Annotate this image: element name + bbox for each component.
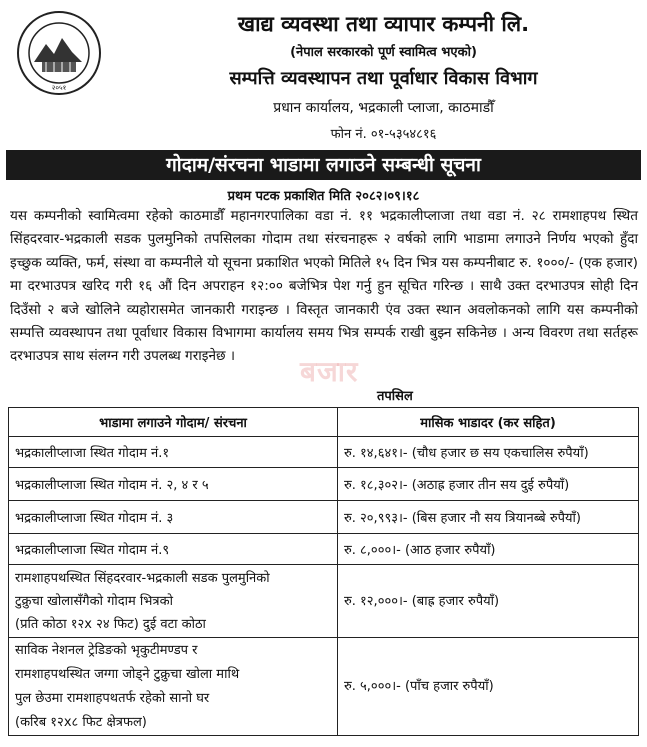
- cell-item-line: रामशाहपथस्थित सिंहदरवार-भद्रकाली सडक पुलमुनिको: [15, 570, 270, 586]
- cell-item-line: (प्रति कोठा १२x २४ फिट) दुई वटा कोठा: [15, 616, 206, 632]
- cell-rate: रु. १२,०००।- (बाह्र हजार रुपैयाँ): [338, 565, 639, 638]
- header: [0, 0, 647, 152]
- watermark: बजार: [300, 355, 359, 388]
- cell-item: [9, 638, 338, 736]
- cell-item: भद्रकालीप्लाजा स्थित गोदाम नं.१: [9, 437, 338, 468]
- cell-rate: रु. १४,६४१।- (चौध हजार छ सय एकचालिस रुपैयाँ): [338, 437, 639, 468]
- cell-item-line: रामशाहपथस्थित जग्गा जोड्ने टुक्रुचा खोला माथि: [15, 666, 240, 682]
- cell-rate: रु. १८,३०२।- (अठाह्र हजार तीन सय दुई रुपैयाँ): [338, 468, 639, 501]
- ownership-note: (नेपाल सरकारको पूर्ण स्वामित्व भएको): [290, 45, 477, 60]
- cell-rate: रु. २०,९९३।- (बिस हजार नौ सय त्रियानब्बे रुपैयाँ): [338, 501, 639, 534]
- schedule-label: तपसिल: [377, 389, 413, 404]
- column-header-item: भाडामा लगाउने गोदाम/ संरचना: [9, 408, 338, 437]
- cell-rate: रु. ५,०००।- (पाँच हजार रुपैयाँ): [338, 638, 639, 736]
- table-header-row: [9, 408, 639, 437]
- published-date: प्रथम पटक प्रकाशित मिति २०८२।०९।१८: [227, 189, 420, 204]
- table-row: [9, 534, 639, 565]
- cell-item-line: टुक्रुचा खोलासँगैको गोदाम भित्रको: [15, 593, 173, 609]
- table-row: [9, 501, 639, 534]
- cell-rate: रु. ८,०००।- (आठ हजार रुपैयाँ): [338, 534, 639, 565]
- notice-body: यस कम्पनीको स्वामित्वमा रहेको काठमाडौँ महानगरपालिका वडा नं. ११ भद्रकालीप्लाजा तथा वडा नं. २८ रामशाहपथ स्थित सिंहदरवार-भद्रकाली सडक पुलमुनिको तपसिलका गोदाम तथा संरचनाहरू २ वर्षको लागि भाडामा लगाउने निर्णय भएको हुँदा इच्छुक व्यक्ति, फर्म, संस्था वा कम्पनीले यो सूचना प्रकाशित भएको मितिले १५ दिन भित्र यस कम्पनीबाट रु. १०००/- (एक हजार) मा दरभाउपत्र खरिद गरी १६ औं दिन अपराहन १२:०० बजेभित्र पेश गर्नु हुन सूचित गरिन्छ । साथै उक्त दरभाउपत्र सोही दिन दिउँसो २ बजे खोलिने व्यहोरासमेत जानकारी गराइन्छ । विस्तृत जानकारी एंव उक्त स्थान अवलोकनको लागि यस कम्पनीको सम्पत्ति व्यवस्थापन तथा पूर्वाधार विकास विभागमा कार्यालय समय भित्र सम्पर्क राखी बुझ्न सकिनेछ । अन्य विवरण तथा सर्तहरू दरभाउपत्र साथ संलग्न गरी उपलब्ध गराइनेछ ।: [10, 208, 638, 365]
- cell-item-line: (करिब १२x८ फिट क्षेत्रफल): [15, 714, 147, 730]
- cell-item: भद्रकालीप्लाजा स्थित गोदाम नं. २, ४ र ५: [9, 468, 338, 501]
- column-header-rate: मासिक भाडादर (कर सहित): [338, 408, 639, 437]
- table-row: [9, 565, 639, 638]
- notice-title: गोदाम/संरचना भाडामा लगाउने सम्बन्धी सूचना: [6, 150, 641, 180]
- table-row: [9, 437, 639, 468]
- office-address: प्रधान कार्यालय, भद्रकाली प्लाजा, काठमाडौँ: [273, 100, 494, 116]
- cell-item-line: साविक नेशनल ट्रेडिङको भृकुटीमण्डप र: [15, 642, 198, 658]
- phone-number: फोन नं. ०१-५३५४८१६: [330, 127, 437, 142]
- cell-item: [9, 565, 338, 638]
- table-row: [9, 638, 639, 736]
- logo-year: २०५१: [51, 84, 67, 92]
- table-row: [9, 468, 639, 501]
- cell-item-line: पुल छेउमा रामशाहपथतर्फ रहेको सानो घर: [15, 690, 210, 706]
- cell-item: भद्रकालीप्लाजा स्थित गोदाम नं. ३: [9, 501, 338, 534]
- cell-item: भद्रकालीप्लाजा स्थित गोदाम नं.९: [9, 534, 338, 565]
- department-name: सम्पत्ति व्यवस्थापन तथा पूर्वाधार विकास विभाग: [229, 68, 538, 89]
- org-name: खाद्य व्यवस्था तथा व्यापार कम्पनी लि.: [237, 12, 530, 36]
- rental-table: [8, 407, 639, 736]
